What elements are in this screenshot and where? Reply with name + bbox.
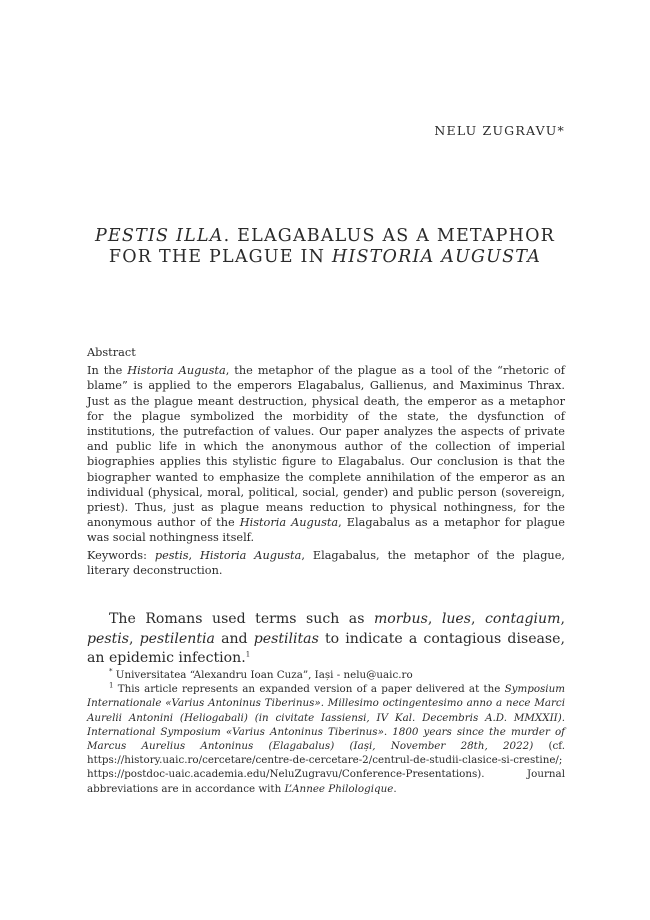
body-text: , [129,630,140,647]
body-italic: pestilitas [253,630,319,647]
keywords-text: , [188,548,201,562]
author-name: NELU ZUGRAVU* [434,123,565,138]
title-line-1-rest: . ELAGABALUS AS A METAPHOR [223,226,556,246]
paper-title [60,226,590,268]
footnote-mark: * [109,667,113,676]
body-text: and [214,630,254,647]
abstract-italic: Historia Augusta [127,364,226,378]
title-line-1 [60,226,590,247]
body-paragraph-1 [87,610,565,669]
footnote-text: Universitatea “Alexandru Ioan Cuza”, Iași - nelu@uaic.ro [112,669,413,681]
title-line-2-start: FOR THE PLAGUE IN [108,247,332,267]
body-italic: contagium [485,611,561,627]
body-text: , [560,611,565,627]
footnote-mark: 1 [109,681,114,690]
abstract-heading: Abstract [87,346,136,359]
title-italic-historia: HISTORIA AUGUSTA [331,247,542,267]
keywords [87,548,565,578]
body-italic: morbus [373,611,428,627]
abstract-text-part: In the [87,364,128,378]
footnote-text: This article represents an expanded version of a paper delivered at the [113,683,505,696]
body-italic: pestis [87,630,129,647]
body-text: , [427,611,442,627]
body-paragraph [87,610,565,669]
abstract-text-part: , the metaphor of the plague as a tool of the “rhetoric of blame” is applied to the emperors Elagabalus, Gallienus, and Maximinus Thrax. Just as the plague meant destruction, physical death, the emperor as a metaphor for the plague symbolized the morbidity of the state, the dysfunction of institutions, the putrefaction of values. Our paper analyzes the aspects of private and public life in which the anonymous author of the collection of imperial biographies applies this stylistic figure to Elagabalus. Our conclusion is that the biographer wanted to emphasize the complete annihilation of the emperor as an individual (physical, moral, political, social, gender) and public person (sovereign, priest). Thus, just as plague means reduction to physical nothingness, for the anonymous author of the [87,364,565,530]
title-line-2 [60,247,590,268]
footnote-text: . [393,782,397,795]
footnote-text: (cf. https://history.uaic.ro/cercetare/centre-de-cercetare-2/centrul-de-studii-clasice-si-crestine/; https://postdoc-uaic.academia.edu/NeluZugravu/Conference-Presentations). Journal abbreviations are in accordance with [87,740,566,795]
abstract-text [87,363,565,545]
abstract-italic: Historia Augusta [239,516,339,530]
keyword-italic: pestis [154,548,189,562]
footnotes [87,668,565,796]
keywords-text: , Elagabalus, the metaphor of the plague, literary deconstruction. [87,548,565,577]
footnote-italic: Symposium Internationale «Varius Antoninus Tiberinus». Millesimo octingentesimo anno a nece Marci Aurelii Antonini (Heliogabali) (in civitate Iassiensi, IV Kal. Decembris A.D. MMXXII). International Symposium «Varius Antoninus Tiberinus». 1800 years since the murder of Marcus Aurelius Antoninus (Elagabalus) (Iași, November 28th, 2022) [87,683,565,753]
abstract-section [87,345,565,578]
body-text: to indicate a contagious disease, an epidemic infection. [87,630,565,666]
body-text: , [471,611,485,627]
abstract-text-part: , Elagabalus as a metaphor for plague was social nothingness itself. [87,516,565,545]
footnote-ref: 1 [245,650,251,659]
footnote-italic: L’Annee Philologique [284,782,394,795]
body-italic: pestilentia [139,630,215,647]
body-italic: lues [441,611,472,627]
keywords-label: Keywords: [87,548,155,562]
footnote-affiliation [87,668,565,682]
keyword-italic: Historia Augusta [200,548,302,562]
footnote-1 [87,682,565,796]
body-text: The Romans used terms such as [109,611,374,627]
title-italic-pestis: PESTIS ILLA [94,226,224,246]
